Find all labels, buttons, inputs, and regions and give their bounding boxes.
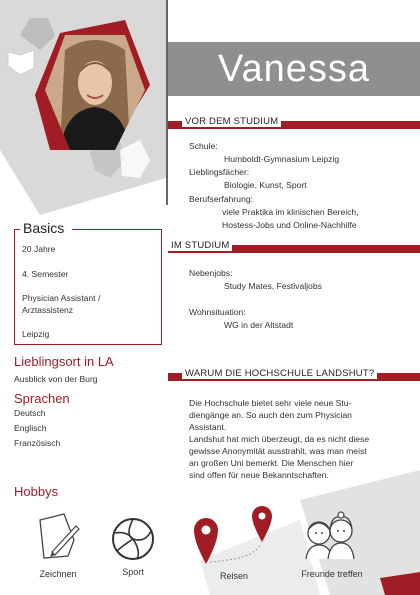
hobby-label-reisen: Reisen [219,571,248,581]
basics-age: 20 Jahre [22,244,56,254]
warum-line: sind offen für neue Bekanntschaften. [189,470,329,480]
warum-line: diengänge an. So auch den zum Physician [189,410,352,420]
section-title: IM STUDIUM [168,240,232,251]
sprache-item: Englisch [14,423,47,433]
warum-line: Assistant. [189,422,227,432]
sprache-item: Französisch [14,438,61,448]
beruf-label: Berufserfahrung: [189,194,254,204]
warum-line: Die Hochschule bietet sehr viele neue Stu- [189,398,352,408]
lieblingsort-value: Ausblick von der Burg [14,374,98,384]
nebenjobs-value: Study Mates, Festivaljobs [224,281,322,291]
nebenjobs-label: Nebenjobs: [189,268,233,278]
hobby-label-freunde: Freunde treffen [301,569,363,579]
wohn-label: Wohnsituation: [189,307,246,317]
hobbys-title: Hobbys [14,484,59,499]
basics-title: Basics [23,220,65,236]
wohn-value: WG in der Altstadt [224,320,294,330]
basics-ort: Leipzig [22,329,50,339]
schule-label: Schule: [189,141,218,151]
beruf-line1: viele Praktika im klinischen Bereich, [222,207,359,217]
basics-studiengang: Arztassistenz [22,305,74,315]
section-title: WARUM DIE HOCHSCHULE LANDSHUT? [182,368,377,379]
basics-semester: 4. Semester [22,269,69,279]
basics-studiengang: Physician Assistant / [22,293,101,303]
friends-icon [302,511,358,561]
faecher-label: Lieblingsfächer: [189,167,250,177]
name-title: Vanessa [217,48,371,90]
map-pins-icon [188,504,278,566]
lieblingsort-title: Lieblingsort in LA [14,354,114,369]
volleyball-icon [111,517,155,561]
sprache-item: Deutsch [14,408,46,418]
drawing-icon [34,512,82,562]
section-title: VOR DEM STUDIUM [182,116,281,127]
hobby-label-sport: Sport [122,567,144,577]
warum-line: gewisse Anonymität ausstrahlt, was man meist [189,446,367,456]
sprachen-title: Sprachen [14,391,70,406]
beruf-line2: Hostess-Jobs und Online-Nachhilfe [222,220,357,230]
faecher-value: Biologie, Kunst, Sport [224,180,307,190]
warum-line: an großen Uni bemerkt. Die Menschen hier [189,458,354,468]
vertical-divider [166,0,168,205]
schule-value: Humboldt-Gymnasium Leipzig [224,154,340,164]
hobby-label-zeichnen: Zeichnen [39,569,77,579]
basics-border [14,229,20,230]
basics-border [72,229,161,230]
warum-line: Landshut hat mich überzeugt, da es nicht diese [189,434,370,444]
portrait-photo [45,35,145,150]
